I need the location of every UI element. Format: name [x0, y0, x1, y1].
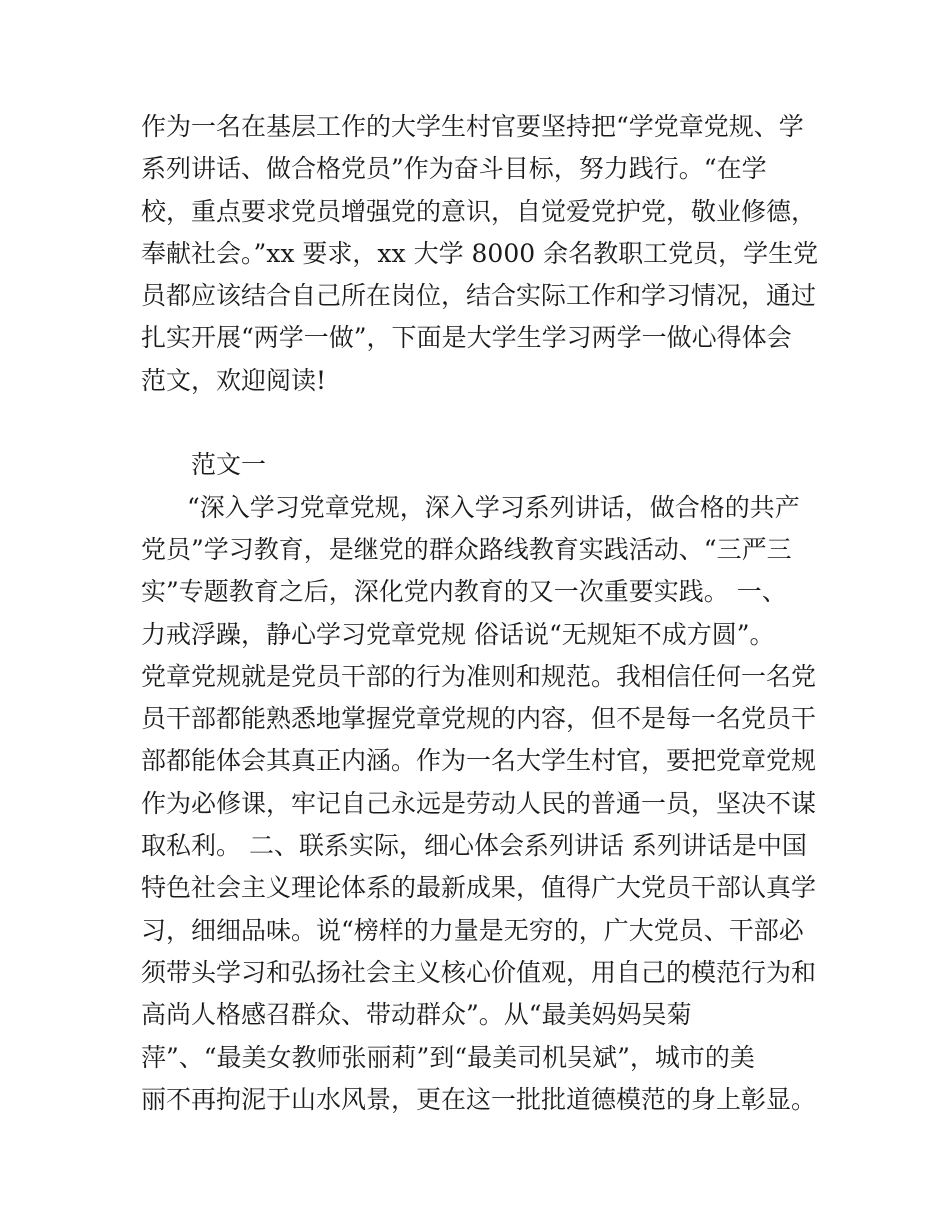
text-line: 部都能体会其真正内涵。作为一名大学生村官，要把党章党规 — [141, 746, 817, 776]
text-line: 校，重点要求党员增强党的意识，自觉爱党护党，敬业修德， — [141, 196, 817, 226]
text-line: 范文，欢迎阅读! — [141, 365, 327, 395]
text-line: 丽不再拘泥于山水风景，更在这一批批道德模范的身上彰显。 — [141, 1084, 817, 1114]
text-line: 习，细细品味。说“榜样的力量是无穷的，广大党员、干部必 — [141, 915, 804, 945]
text-line: 员干部都能熟悉地掌握党章党规的内容，但不是每一名党员干 — [141, 704, 817, 734]
text-line: 力戒浮躁，静心学习党章党规 俗话说“无规矩不成方圆”。 — [141, 619, 775, 649]
intro-paragraph — [141, 106, 819, 402]
text-line: 萍”、“最美女教师张丽莉”到“最美司机吴斌”，城市的美 — [141, 1042, 755, 1072]
text-line: 作为一名在基层工作的大学生村官要坚持把“学党章党规、学 — [141, 112, 804, 141]
text-line: “深入学习党章党规，深入学习系列讲话，做合格的共产 — [187, 492, 800, 522]
text-line: 党员”学习教育，是继党的群众路线教育实践活动、“三严三 — [141, 534, 792, 564]
text-line: 实”专题教育之后，深化党内教育的又一次重要实践。 一、 — [141, 577, 787, 607]
text-line: 作为必修课，牢记自己永远是劳动人民的普通一员，坚决不谋 — [141, 788, 817, 818]
text-line: 须带头学习和弘扬社会主义核心价值观，用自己的模范行为和 — [141, 957, 817, 987]
text-line: 特色社会主义理论体系的最新成果，值得广大党员干部认真学 — [141, 873, 817, 903]
text-line: 系列讲话、做合格党员”作为奋斗目标，努力践行。“在学 — [141, 154, 767, 184]
paragraph-gap — [141, 402, 816, 444]
document-body — [141, 106, 819, 1121]
section-heading: 范文一 — [191, 450, 267, 480]
text-line: 高尚人格感召群众、带动群众”。从“最美妈妈吴菊 — [141, 1000, 692, 1030]
text-line: 党章党规就是党员干部的行为准则和规范。我相信任何一名党 — [141, 661, 817, 691]
text-line: 员都应该结合自己所在岗位，结合实际工作和学习情况，通过 — [141, 281, 817, 311]
text-line: 奉献社会。”xx 要求，xx 大学 8000 余名教职工党员，学生党 — [141, 238, 819, 268]
text-line: 取私利。 二、联系实际，细心体会系列讲话 系列讲话是中国 — [141, 831, 807, 861]
text-line: 扎实开展“两学一做”，下面是大学生学习两学一做心得体会 — [141, 323, 792, 353]
body-paragraph — [141, 487, 816, 1121]
